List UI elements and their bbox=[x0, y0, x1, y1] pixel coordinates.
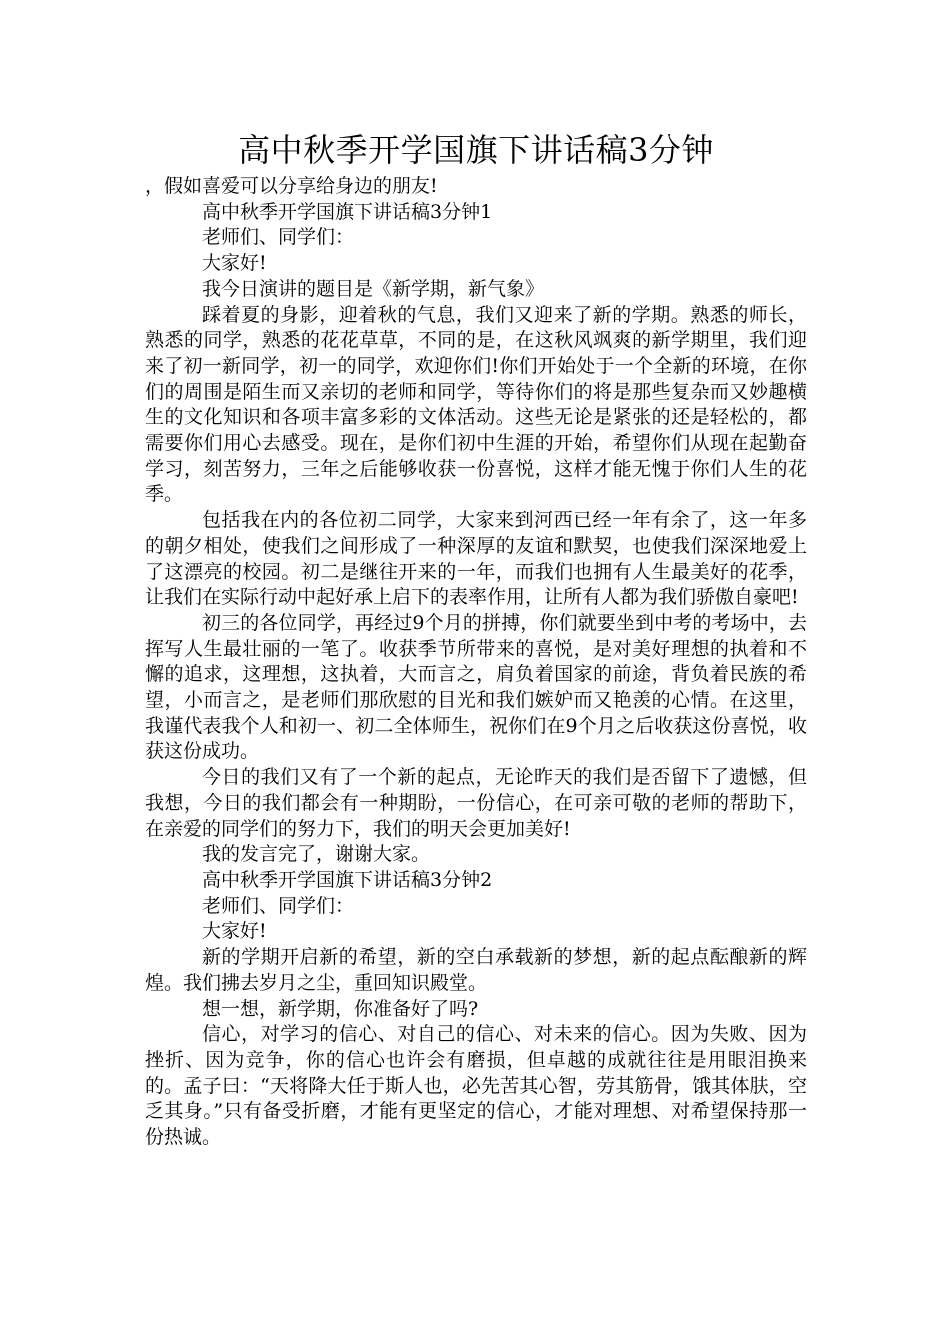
salutation: 老师们、同学们： bbox=[202, 894, 355, 917]
paragraph: 今日的我们又有了一个新的起点，无论昨天的我们是否留下了遗憾，但我想，今日的我们都会有一种期盼，一份信心，在可亲可敬的老师的帮助下，在亲爱的同学们的努力下，我们的明天会更加美好! bbox=[145, 766, 807, 840]
greeting: 大家好! bbox=[202, 252, 267, 275]
greeting: 大家好! bbox=[202, 920, 267, 943]
paragraph: 信心，对学习的信心、对自己的信心、对未来的信心。因为失败、因为挫折、因为竞争，你的信心也许会有磨损，但卓越的成就往往是用眼泪换来的。孟子曰：“天将降大任于斯人也，必先苦其心智，劳其筋骨，饿其体肤，空乏其身。”只有备受折磨，才能有更坚定的信心，才能对理想、对希望保持那一份热诚。 bbox=[145, 1023, 807, 1149]
section-heading: 高中秋季开学国旗下讲话稿3分钟2 bbox=[202, 868, 493, 891]
document-body bbox=[145, 174, 807, 1151]
paragraph: ，假如喜爱可以分享给身边的朋友! bbox=[145, 175, 438, 197]
salutation: 老师们、同学们： bbox=[202, 226, 355, 249]
document-title: 高中秋季开学国旗下讲话稿3分钟 bbox=[238, 131, 714, 169]
paragraph: 新的学期开启新的希望，新的空白承载新的梦想，新的起点酝酿新的辉煌。我们拂去岁月之尘，重回知识殿堂。 bbox=[145, 946, 807, 994]
paragraph: 初三的各位同学，再经过9个月的拼搏，你们就要坐到中考的考场中，去挥写人生最壮丽的一笔了。收获季节所带来的喜悦，是对美好理想的执着和不懈的追求，这理想，这执着，大而言之，肩负着国家的前途，背负着民族的希望，小而言之，是老师们那欣慰的目光和我们嫉妒而又艳羡的心情。在这里，我谨代表我个人和初一、初二全体师生，祝你们在9个月之后收获这份喜悦，收获这份成功。 bbox=[145, 611, 807, 763]
paragraph: 我今日演讲的题目是《新学期，新气象》 bbox=[202, 277, 545, 300]
paragraph: 踩着夏的身影，迎着秋的气息，我们又迎来了新的学期。熟悉的师长，熟悉的同学，熟悉的花花草草，不同的是，在这秋风飒爽的新学期里，我们迎来了初一新同学，初一的同学，欢迎你们!你们开始处于一个全新的环境，在你们的周围是陌生而又亲切的老师和同学，等待你们的将是那些复杂而又妙趣横生的文化知识和各项丰富多彩的文体活动。这些无论是紧张的还是轻松的，都需要你们用心去感受。现在，是你们初中生涯的开始，希望你们从现在起勤奋学习，刻苦努力，三年之后能够收获一份喜悦，这样才能无愧于你们人生的花季。 bbox=[145, 303, 807, 506]
paragraph: 想一想，新学期，你准备好了吗? bbox=[202, 997, 479, 1020]
document-page bbox=[145, 128, 807, 1151]
paragraph: 我的发言完了，谢谢大家。 bbox=[202, 843, 431, 866]
paragraph: 包括我在内的各位初二同学，大家来到河西已经一年有余了，这一年多的朝夕相处，使我们之间形成了一种深厚的友谊和默契，也使我们深深地爱上了这漂亮的校园。初二是继往开来的一年，而我们也拥有人生最美好的花季，让我们在实际行动中起好承上启下的表率作用，让所有人都为我们骄傲自豪吧! bbox=[145, 509, 807, 609]
section-heading: 高中秋季开学国旗下讲话稿3分钟1 bbox=[202, 200, 493, 223]
